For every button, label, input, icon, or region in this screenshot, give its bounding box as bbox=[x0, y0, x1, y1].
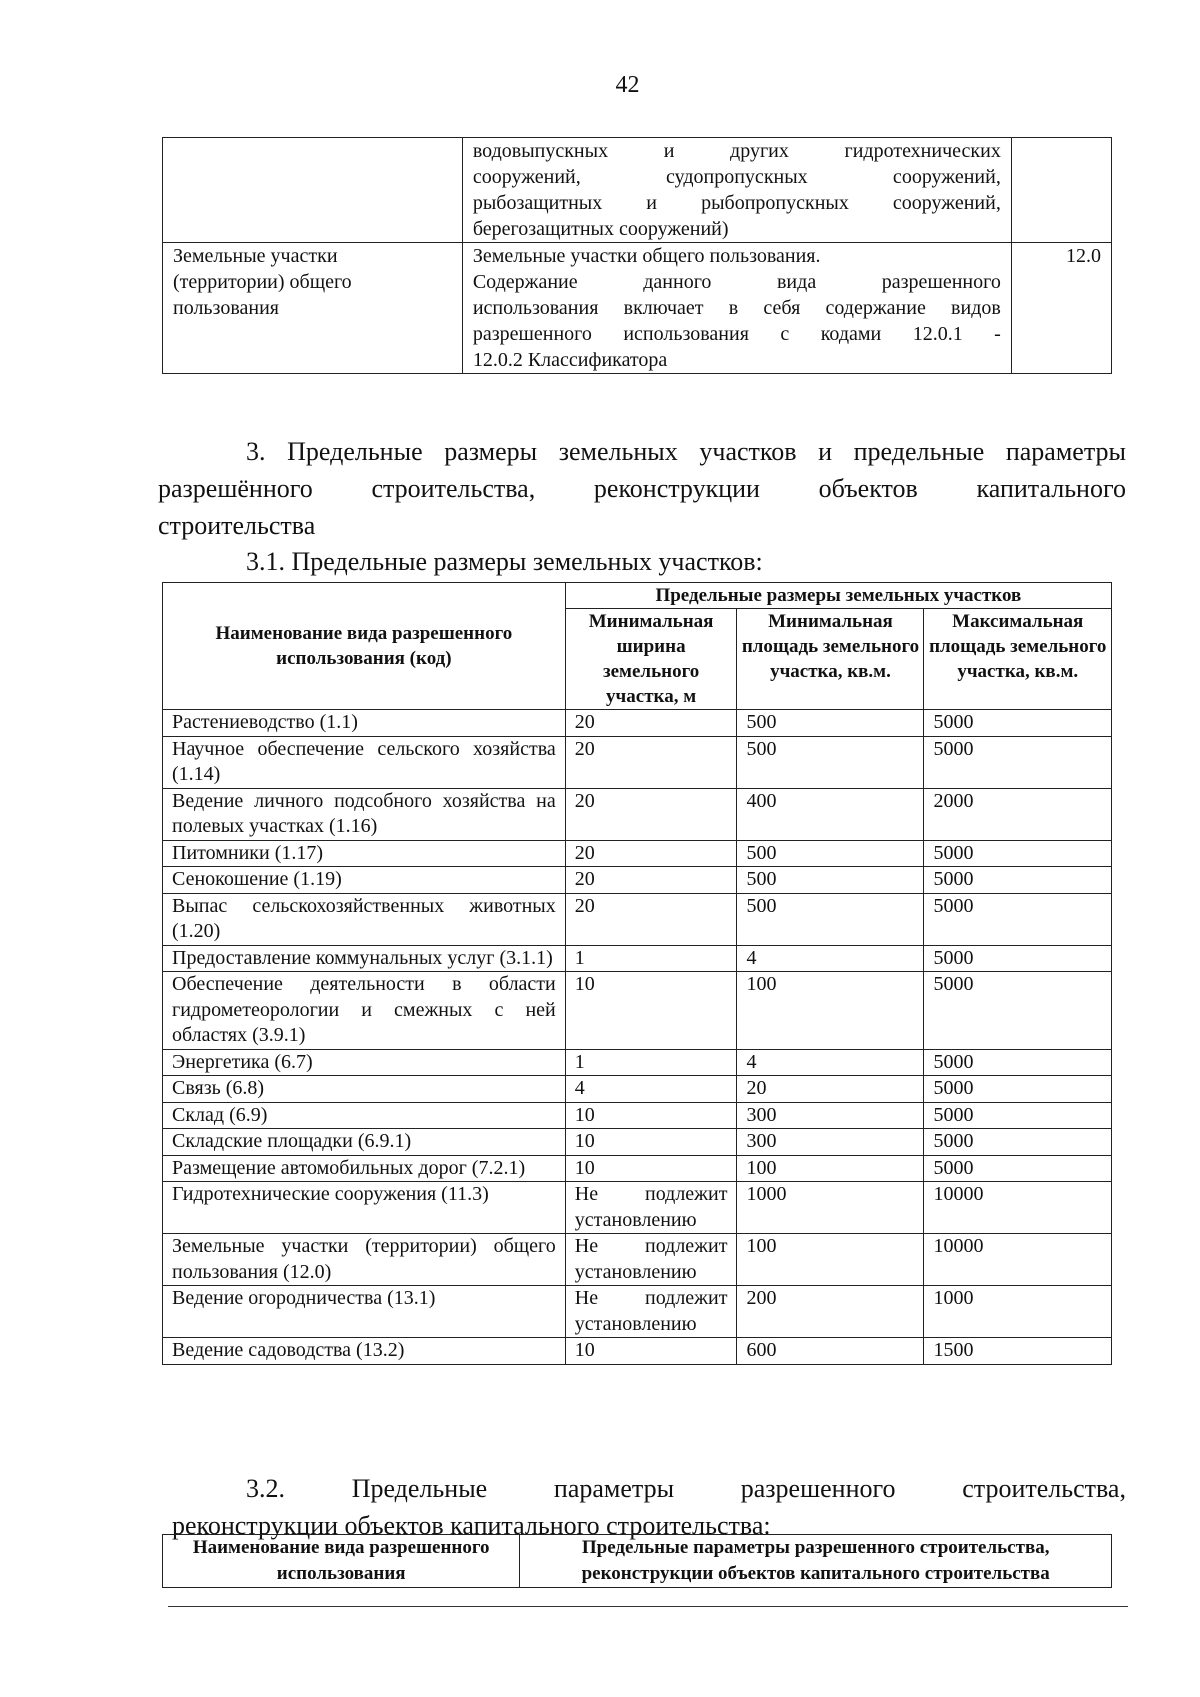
name-line: пользования bbox=[173, 297, 279, 319]
max-area-cell: 5000 bbox=[924, 736, 1112, 788]
max-area-cell: 1500 bbox=[924, 1338, 1112, 1365]
max-area-cell: 5000 bbox=[924, 945, 1112, 972]
use-name-cell: Выпас сельскохозяйственных животных (1.20) bbox=[163, 893, 566, 945]
heading-line: 3. Предельные размеры земельных участков и предельные параметры bbox=[246, 437, 1126, 466]
max-area-cell: 5000 bbox=[924, 840, 1112, 867]
min-area-cell: 4 bbox=[737, 1049, 924, 1076]
desc-line: разрешенного использования с кодами 12.0.1 - bbox=[472, 323, 1001, 345]
section-3-2-heading bbox=[158, 1470, 1126, 1544]
heading-line: строительства bbox=[158, 511, 316, 540]
min-width-cell: 20 bbox=[565, 867, 737, 894]
header-use-name: Наименование вида разрешенного использования (код) bbox=[163, 583, 566, 710]
heading-word: строительства, bbox=[962, 1474, 1126, 1503]
land-plot-sizes-table bbox=[162, 582, 1112, 1365]
min-area-cell: 500 bbox=[737, 867, 924, 894]
min-width-cell: 20 bbox=[565, 893, 737, 945]
min-width-cell: 10 bbox=[565, 1338, 737, 1365]
min-area-cell: 600 bbox=[737, 1338, 924, 1365]
header-row bbox=[163, 583, 1112, 609]
table-row bbox=[163, 840, 1112, 867]
use-name-cell: Предоставление коммунальных услуг (3.1.1) bbox=[163, 945, 566, 972]
use-name-cell: Сенокошение (1.19) bbox=[163, 867, 566, 894]
table-row bbox=[163, 1049, 1112, 1076]
min-area-cell: 100 bbox=[737, 1234, 924, 1286]
desc-line: Земельные участки общего пользования. bbox=[472, 245, 821, 267]
min-area-cell: 200 bbox=[737, 1286, 924, 1338]
table-row bbox=[163, 972, 1112, 1050]
heading-word: Предельные bbox=[351, 1474, 488, 1503]
desc-line: сооружений, судопропускных сооружений, bbox=[472, 166, 1001, 188]
min-width-cell: 10 bbox=[565, 972, 737, 1050]
table-row bbox=[163, 945, 1112, 972]
desc-line: берегозащитных сооружений) bbox=[472, 218, 729, 240]
desc-line: водовыпускных и других гидротехнических bbox=[472, 140, 1001, 162]
heading-word: разрешенного bbox=[740, 1474, 896, 1503]
min-area-cell: 400 bbox=[737, 788, 924, 840]
min-width-cell: 20 bbox=[565, 788, 737, 840]
use-description-cell bbox=[462, 138, 1011, 243]
header-use-name: Наименование вида разрешенного использования bbox=[163, 1535, 520, 1588]
use-name-cell: Связь (6.8) bbox=[163, 1076, 566, 1103]
heading-line: реконструкции объектов капитального строительства: bbox=[172, 1511, 771, 1540]
use-name-cell: Научное обеспечение сельского хозяйства (1.14) bbox=[163, 736, 566, 788]
min-area-cell: 100 bbox=[737, 972, 924, 1050]
section-3-heading bbox=[158, 433, 1126, 544]
max-area-cell: 5000 bbox=[924, 1049, 1112, 1076]
use-name-cell: Размещение автомобильных дорог (7.2.1) bbox=[163, 1155, 566, 1182]
min-width-cell: 20 bbox=[565, 736, 737, 788]
min-width-cell: Не подлежит установлению bbox=[565, 1286, 737, 1338]
min-width-cell: 10 bbox=[565, 1129, 737, 1156]
table-row bbox=[163, 1234, 1112, 1286]
construction-params-table bbox=[162, 1534, 1112, 1588]
page-number: 42 bbox=[615, 72, 640, 98]
max-area-cell: 5000 bbox=[924, 867, 1112, 894]
use-name-cell: Гидротехнические сооружения (11.3) bbox=[163, 1182, 566, 1234]
max-area-cell: 5000 bbox=[924, 1129, 1112, 1156]
max-area-cell: 5000 bbox=[924, 1155, 1112, 1182]
table-row bbox=[163, 1182, 1112, 1234]
header-params: Предельные параметры разрешенного строительства, реконструкции объектов капитального строительства bbox=[520, 1535, 1112, 1588]
table-row bbox=[163, 1076, 1112, 1103]
header-max-area: Максимальная площадь земельного участка, кв.м. bbox=[924, 609, 1112, 710]
min-area-cell: 300 bbox=[737, 1129, 924, 1156]
sizes-table-body bbox=[163, 710, 1112, 1365]
name-line: (территории) общего bbox=[173, 271, 352, 293]
max-area-cell: 5000 bbox=[924, 710, 1112, 737]
min-width-cell: 1 bbox=[565, 945, 737, 972]
heading-line: разрешённого строительства, реконструкции объектов капитального bbox=[158, 474, 1126, 503]
min-area-cell: 500 bbox=[737, 710, 924, 737]
use-name-cell: Складские площадки (6.9.1) bbox=[163, 1129, 566, 1156]
min-area-cell: 20 bbox=[737, 1076, 924, 1103]
min-area-cell: 100 bbox=[737, 1155, 924, 1182]
use-name-cell: Обеспечение деятельности в области гидрометеорологии и смежных с ней областях (3.9.1) bbox=[163, 972, 566, 1050]
desc-line: рыбозащитных и рыбопропускных сооружений, bbox=[472, 192, 1001, 214]
table-row bbox=[163, 138, 1112, 243]
header-min-area: Минимальная площадь земельного участка, кв.м. bbox=[737, 609, 924, 710]
min-area-cell: 500 bbox=[737, 840, 924, 867]
header-min-width: Минимальная ширина земельного участка, м bbox=[565, 609, 737, 710]
header-row bbox=[163, 1535, 1112, 1588]
min-width-cell: 20 bbox=[565, 840, 737, 867]
table-row bbox=[163, 1286, 1112, 1338]
table-row bbox=[163, 893, 1112, 945]
use-name-cell bbox=[163, 243, 463, 374]
use-name-cell bbox=[163, 138, 463, 243]
use-name-cell: Питомники (1.17) bbox=[163, 840, 566, 867]
max-area-cell: 5000 bbox=[924, 893, 1112, 945]
table-row bbox=[163, 788, 1112, 840]
min-area-cell: 300 bbox=[737, 1102, 924, 1129]
desc-line: использования включает в себя содержание видов bbox=[472, 297, 1001, 319]
footer-rule bbox=[168, 1606, 1128, 1607]
max-area-cell: 2000 bbox=[924, 788, 1112, 840]
table-row bbox=[163, 867, 1112, 894]
table-row bbox=[163, 710, 1112, 737]
use-code-cell: 12.0 bbox=[1011, 243, 1111, 374]
table-row bbox=[163, 243, 1112, 374]
max-area-cell: 10000 bbox=[924, 1182, 1112, 1234]
table-row bbox=[163, 1129, 1112, 1156]
desc-line: Содержание данного вида разрешенного bbox=[472, 271, 1001, 293]
min-width-cell: 20 bbox=[565, 710, 737, 737]
heading-line bbox=[158, 1470, 1126, 1507]
min-width-cell: 10 bbox=[565, 1155, 737, 1182]
min-area-cell: 4 bbox=[737, 945, 924, 972]
max-area-cell: 1000 bbox=[924, 1286, 1112, 1338]
min-width-cell: 1 bbox=[565, 1049, 737, 1076]
use-name-cell: Растениеводство (1.1) bbox=[163, 710, 566, 737]
land-use-table-continued bbox=[162, 137, 1112, 374]
use-name-cell: Ведение садоводства (13.2) bbox=[163, 1338, 566, 1365]
use-name-cell: Энергетика (6.7) bbox=[163, 1049, 566, 1076]
section-3-1-heading: 3.1. Предельные размеры земельных участков: bbox=[246, 547, 763, 576]
table-row bbox=[163, 1155, 1112, 1182]
min-area-cell: 1000 bbox=[737, 1182, 924, 1234]
min-area-cell: 500 bbox=[737, 893, 924, 945]
max-area-cell: 5000 bbox=[924, 1076, 1112, 1103]
use-name-cell: Склад (6.9) bbox=[163, 1102, 566, 1129]
min-area-cell: 500 bbox=[737, 736, 924, 788]
min-width-cell: 4 bbox=[565, 1076, 737, 1103]
max-area-cell: 5000 bbox=[924, 1102, 1112, 1129]
use-name-cell: Ведение огородничества (13.1) bbox=[163, 1286, 566, 1338]
name-line: Земельные участки bbox=[173, 245, 338, 267]
table-row bbox=[163, 1338, 1112, 1365]
table-row bbox=[163, 1102, 1112, 1129]
desc-line: 12.0.2 Классификатора bbox=[472, 349, 668, 371]
use-name-cell: Ведение личного подсобного хозяйства на полевых участках (1.16) bbox=[163, 788, 566, 840]
min-width-cell: Не подлежит установлению bbox=[565, 1234, 737, 1286]
max-area-cell: 10000 bbox=[924, 1234, 1112, 1286]
header-size-limits: Предельные размеры земельных участков bbox=[565, 583, 1111, 609]
use-code-cell bbox=[1011, 138, 1111, 243]
table-row bbox=[163, 736, 1112, 788]
heading-word: 3.2. bbox=[246, 1474, 285, 1503]
min-width-cell: Не подлежит установлению bbox=[565, 1182, 737, 1234]
heading-word: параметры bbox=[553, 1474, 675, 1503]
max-area-cell: 5000 bbox=[924, 972, 1112, 1050]
use-description-cell bbox=[462, 243, 1011, 374]
use-name-cell: Земельные участки (территории) общего пользования (12.0) bbox=[163, 1234, 566, 1286]
min-width-cell: 10 bbox=[565, 1102, 737, 1129]
